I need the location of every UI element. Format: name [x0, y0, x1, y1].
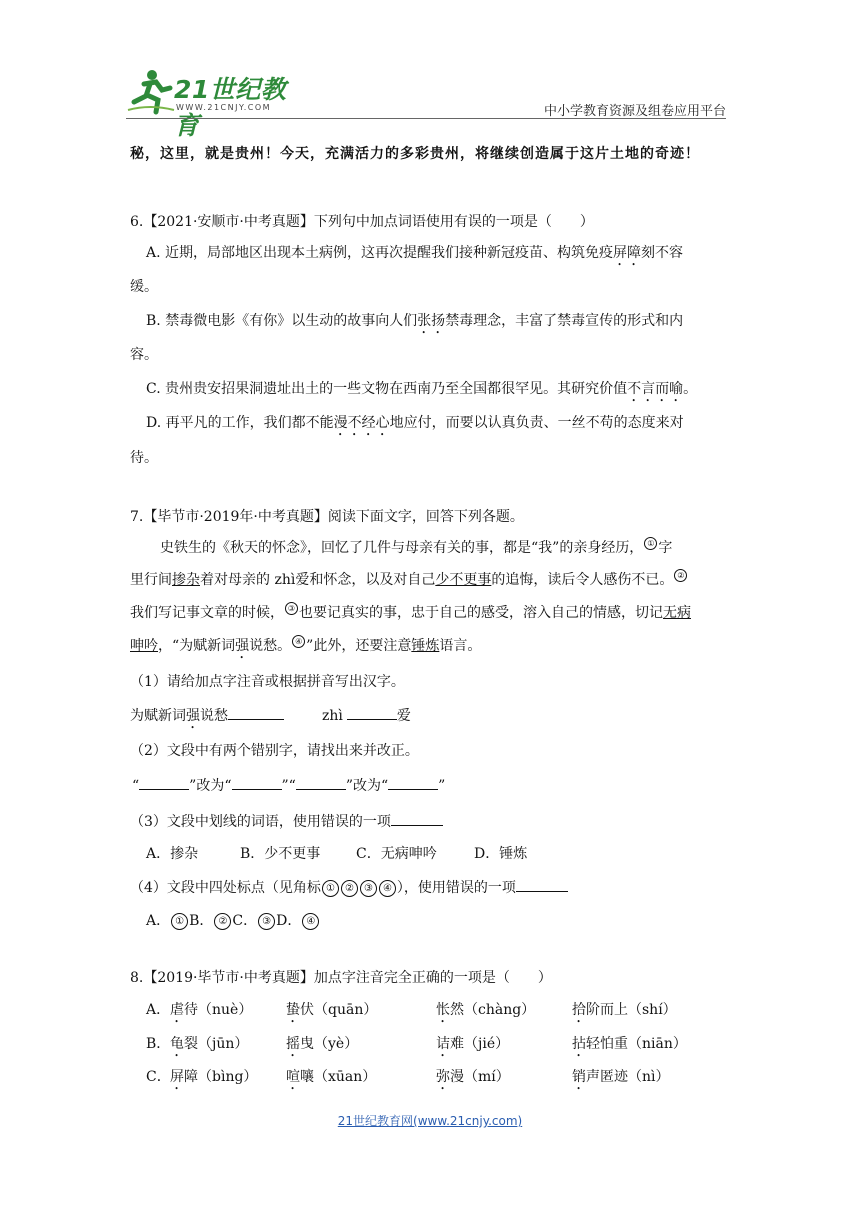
logo-title: 21世纪教育	[174, 75, 287, 140]
q8-option-term: 怅然（chàng）	[436, 1002, 536, 1018]
q6-d-dotted-word: 漫不经心	[333, 415, 390, 431]
q8-stem: 8.【2019·毕节市·中考真题】加点字注音完全正确的一项是（ ）	[130, 970, 552, 986]
q6-b-text: B. 禁毒微电影《有你》以生动的故事向人们	[146, 313, 418, 329]
page-header	[126, 64, 726, 140]
circle-3: ③	[360, 880, 377, 897]
q7-p3-b: 也要记真实的事，忠于自己的感受，溶入自己的情感，切记	[299, 605, 663, 621]
underlined-word-4: 锤炼	[411, 638, 440, 654]
q8-option-term: 弥漫（mí）	[436, 1069, 510, 1085]
q7-sub4-option-d[interactable]: D． ④	[276, 913, 320, 929]
q7-sub1-a: 为赋新词	[130, 708, 186, 724]
quote-middle: ”“	[281, 778, 296, 794]
answer-blank-3[interactable]	[139, 774, 189, 790]
q7-sub4	[130, 876, 568, 899]
q8-option-term: 虐待（nuè）	[170, 1002, 253, 1018]
change-to-1: ”改为“	[189, 778, 232, 794]
underlined-word-3b: 呻吟	[130, 638, 158, 654]
q7-sub3-option-d[interactable]: D．锤炼	[474, 846, 528, 862]
quote-open: “	[132, 778, 140, 794]
q7-sub4-option-c[interactable]: C． ③	[232, 913, 276, 929]
q7-sub3-option-c[interactable]: C．无病呻吟	[356, 846, 437, 862]
q7-p4-a: ，“为赋新词	[158, 638, 236, 654]
q6-a-text: A. 近期，局部地区出现本土病例，这再次提醒我们接种新冠疫苗、构筑免疫	[146, 245, 614, 261]
q7-sub3-option-a[interactable]: A．掺杂	[146, 846, 199, 862]
q7-p1-text: 史铁生的《秋天的怀念》，回忆了几件与母亲有关的事，都是“我”的亲身经历，	[160, 540, 644, 556]
q6-option-b-cont: 容。	[130, 347, 158, 363]
q7-sub4-option-b[interactable]: B． ②	[189, 913, 232, 929]
q8-option-term: 喧嚷（xūan）	[286, 1069, 377, 1085]
q7-sub1-answer-line	[130, 704, 411, 732]
intro-line: 秘，这里，就是贵州！今天，充满活力的多彩贵州，将继续创造属于这片土地的奇迹！	[130, 146, 700, 162]
q6-d-text: D. 再平凡的工作，我们都不能	[146, 415, 334, 431]
q6-option-d	[146, 412, 684, 439]
change-to-2: ”改为“	[345, 778, 389, 794]
site-logo[interactable]	[126, 68, 296, 140]
circle-1: ①	[322, 880, 339, 897]
circle-3: ③	[258, 913, 275, 930]
answer-blank-5[interactable]	[296, 774, 346, 790]
q7-sub4-option-a[interactable]: A． ①	[146, 913, 189, 929]
q6-option-a	[146, 242, 683, 269]
q7-sub3-option-b[interactable]: B．少不更事	[240, 846, 321, 862]
q7-sub4-options	[146, 910, 320, 932]
q7-sub3-options	[146, 843, 527, 865]
underlined-word-3a: 无病	[663, 605, 691, 621]
header-divider	[126, 118, 726, 119]
footer-link[interactable]: 21世纪教育网(www.21cnjy.com)	[337, 1114, 523, 1128]
q7-sub4-post: ），使用错误的一项	[396, 880, 516, 896]
q7-sub1: （1）请给加点字注音或根据拼音写出汉字。	[130, 674, 405, 690]
platform-name: 中小学教育资源及组卷应用平台	[543, 104, 726, 119]
answer-blank-6[interactable]	[388, 774, 438, 790]
q8-option-term: 诘难（jié）	[436, 1036, 510, 1052]
q7-stem: 7.【毕节市·2019年·中考真题】阅读下面文字，回答下列各题。	[130, 509, 524, 525]
marker-3: ③	[285, 602, 298, 615]
q6-a-text-end: 刻不容	[641, 245, 684, 261]
q8-option-term: 龟裂（jūn）	[170, 1036, 249, 1052]
q6-option-c	[146, 378, 697, 405]
q7-p2-b: 着对母亲的 zhì爱和怀念，以及对自己	[200, 572, 436, 588]
q8-option-term: 摇曳（yè）	[286, 1036, 359, 1052]
q6-a-dotted-word: 屏障	[613, 245, 642, 261]
marker-4: ④	[292, 635, 305, 648]
q8-option-term: 蛰伏（quān）	[286, 1002, 378, 1018]
q6-b-text-end: 禁毒理念，丰富了禁毒宣传的形式和内	[445, 313, 684, 329]
q6-d-text-end: 地应付，而要以认真负责、一丝不苟的态度来对	[389, 415, 684, 431]
q7-p4-c: ”此外，还要注意	[306, 638, 412, 654]
q6-b-dotted-word: 张扬	[417, 313, 446, 329]
q7-p1-end: 字	[658, 540, 673, 556]
circle-1: ①	[171, 913, 188, 930]
circle-4: ④	[302, 913, 319, 930]
q6-option-b	[146, 310, 683, 337]
q8-option-term: 拾阶而上（shí）	[572, 1002, 677, 1018]
marker-1: ①	[644, 537, 657, 550]
q6-c-text: C. 贵州贵安招果洞遗址出土的一些文物在西南乃至全国都很罕见。其研究价值	[146, 381, 628, 397]
q7-dotted-char: 强	[235, 638, 250, 654]
q7-sub1-b: 说愁	[200, 708, 228, 724]
q8-option-label[interactable]: A．	[146, 1002, 171, 1018]
q6-c-dotted-word: 不言而喻	[627, 381, 684, 397]
q6-option-a-cont: 缓。	[130, 279, 158, 295]
underlined-word-2: 少不更事	[435, 572, 492, 588]
q7-sub1-pinyin: zhì	[322, 708, 343, 724]
q8-option-label[interactable]: C．	[146, 1069, 171, 1085]
marker-2: ②	[674, 569, 687, 582]
answer-blank-8[interactable]	[516, 876, 568, 892]
q8-option-label[interactable]: B．	[146, 1036, 171, 1052]
runner-icon	[126, 68, 176, 116]
q6-option-d-cont: 待。	[130, 450, 158, 466]
q7-sub1-ai: 爱	[396, 708, 411, 724]
q7-sub3	[130, 810, 443, 833]
q7-sub4-pre: （4）文段中四处标点（见角标	[130, 880, 321, 896]
q7-sub1-dot: 强	[186, 708, 200, 724]
q6-c-text-end: 。	[683, 381, 698, 397]
q7-p4-d: 语言。	[439, 638, 482, 654]
q7-passage-line-3	[130, 602, 691, 624]
q7-sub3-text: （3）文段中划线的词语，使用错误的一项	[130, 814, 391, 830]
logo-subtitle: WWW.21CNJY.COM	[176, 103, 272, 112]
q8-option-term: 销声匿迹（nì）	[572, 1069, 670, 1085]
q7-sub2: （2）文段中有两个错别字，请找出来并改正。	[130, 743, 419, 759]
q7-passage-line-4	[130, 635, 481, 662]
q7-p3-a: 我们写记事文章的时候，	[130, 605, 284, 621]
circle-2: ②	[341, 880, 358, 897]
circle-4: ④	[379, 880, 396, 897]
q7-p2-c: 的追悔，读后令人感伤不已。	[491, 572, 674, 588]
underlined-word-1: 掺杂	[172, 572, 200, 588]
q7-passage-line-1	[160, 537, 672, 559]
q8-option-term: 屏障（bìng）	[170, 1069, 258, 1085]
answer-blank-2[interactable]	[347, 704, 397, 720]
q8-option-term: 拈轻怕重（niān）	[572, 1036, 687, 1052]
answer-blank-7[interactable]	[391, 810, 443, 826]
q7-sub2-answer-line	[132, 774, 445, 797]
q7-p2-a: 里行间	[130, 572, 172, 588]
circle-2: ②	[214, 913, 231, 930]
quote-close: ”	[438, 778, 446, 794]
answer-blank-4[interactable]	[232, 774, 282, 790]
q7-p4-b: 说愁。	[249, 638, 292, 654]
q7-passage-line-2	[130, 569, 688, 591]
q6-stem: 6.【2021·安顺市·中考真题】下列句中加点词语使用有误的一项是（ ）	[130, 214, 594, 230]
answer-blank-1[interactable]	[228, 704, 284, 720]
